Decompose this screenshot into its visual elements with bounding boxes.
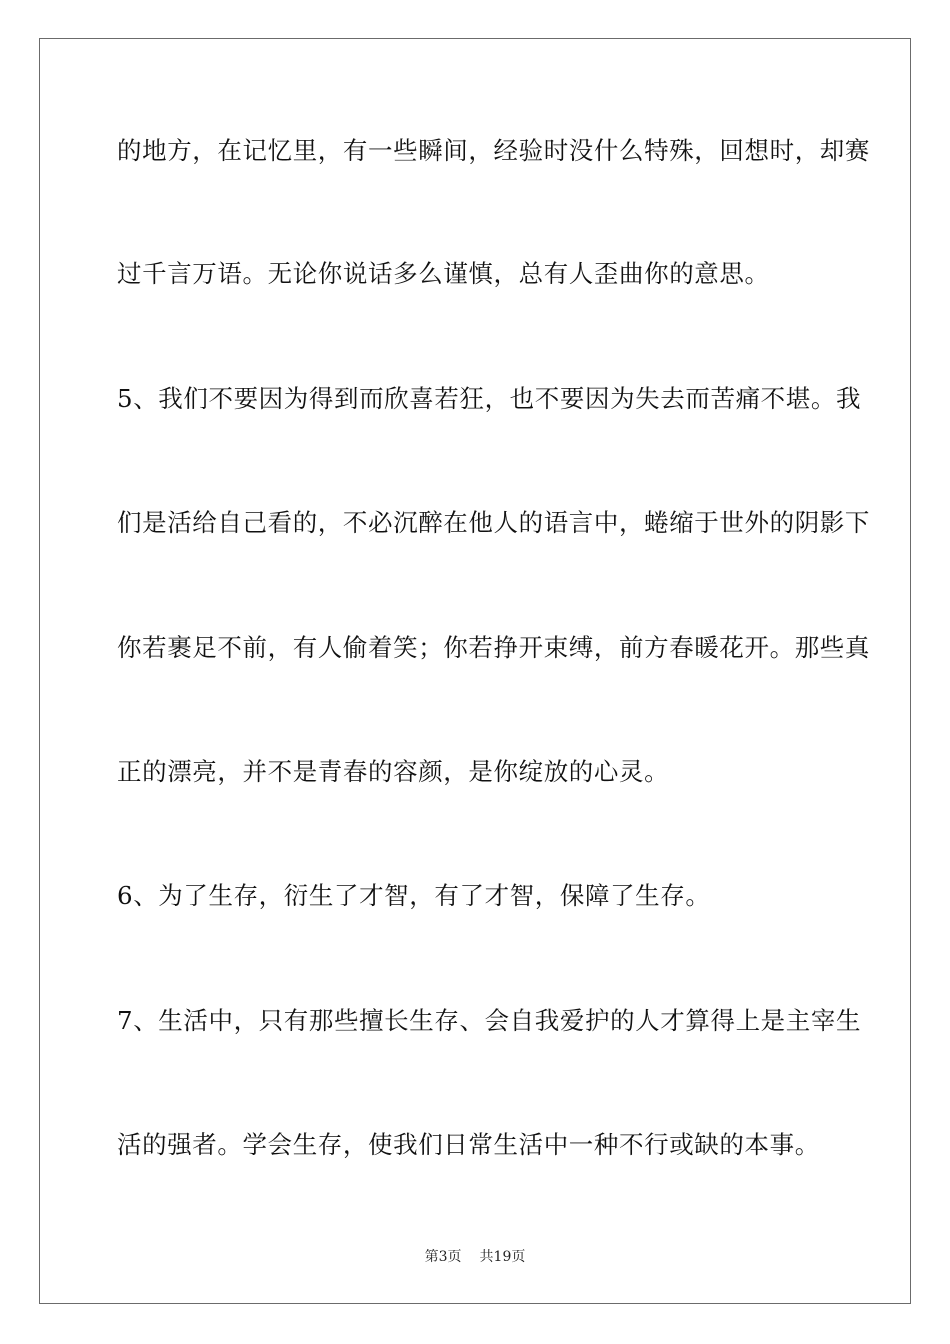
text-line-9: 活的强者。学会生存，使我们日常生活中一种不行或缺的本事。 [117, 1130, 820, 1159]
text-line-5: 你若裹足不前，有人偷着笑；你若挣开束缚，前方春暖花开。那些真 [117, 633, 870, 662]
text-line-1: 的地方，在记忆里，有一些瞬间，经验时没什么特殊，回想时，却赛 [117, 136, 870, 165]
text-line-4: 们是活给自己看的，不必沉醉在他人的语言中，蜷缩于世外的阴影下 [117, 508, 870, 537]
text-line-2: 过千言万语。无论你说话多么谨慎，总有人歪曲你的意思。 [117, 259, 770, 288]
text-line-8: 7、生活中，只有那些擅长生存、会自我爱护的人才算得上是主宰生 [117, 1006, 862, 1035]
text-line-6: 正的漂亮，并不是青春的容颜，是你绽放的心灵。 [117, 757, 670, 786]
page-border [39, 38, 911, 1304]
text-line-3: 5、我们不要因为得到而欣喜若狂，也不要因为失去而苦痛不堪。我 [117, 384, 862, 413]
page-total: 共19页 [479, 1249, 526, 1265]
page-footer [0, 1248, 950, 1266]
page-number: 第3页 [424, 1249, 462, 1265]
text-line-7: 6、为了生存，衍生了才智，有了才智，保障了生存。 [117, 881, 711, 910]
